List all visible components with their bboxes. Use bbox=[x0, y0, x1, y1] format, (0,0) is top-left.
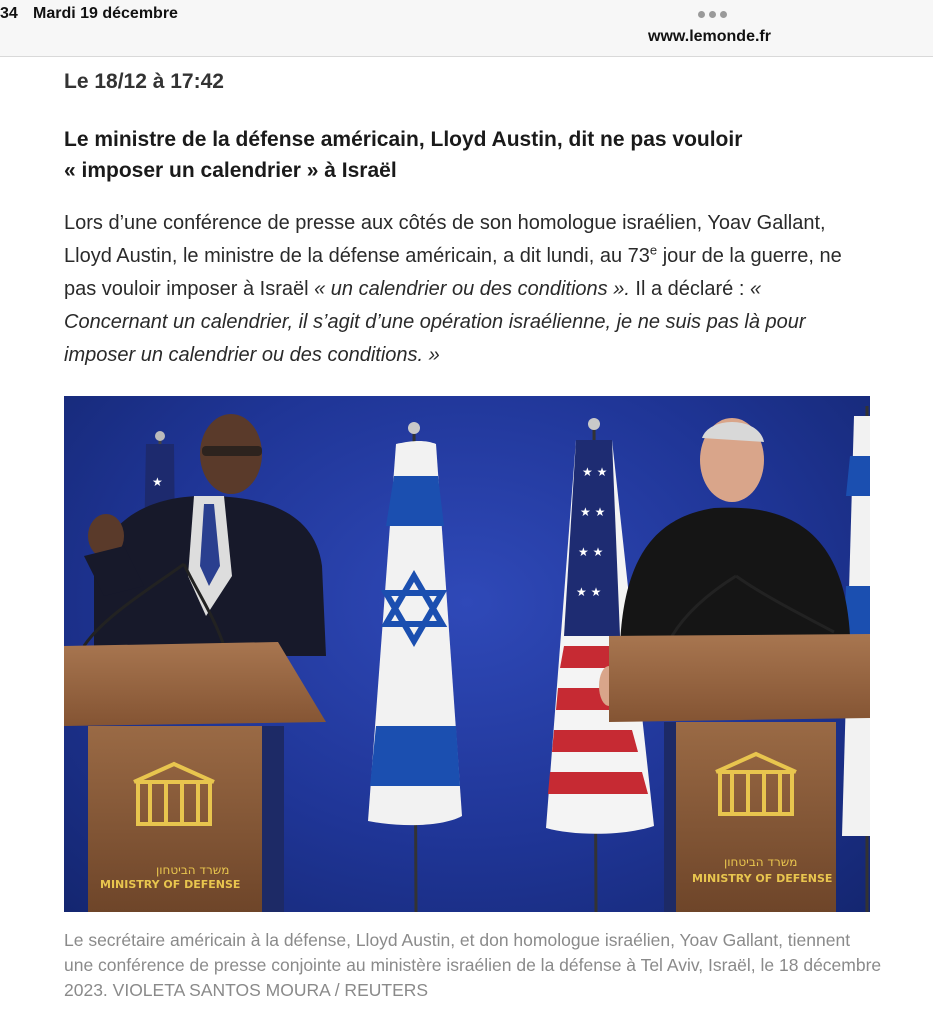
body-part-2: jour de la guerre, ne pas vouloir imposer à Israël bbox=[64, 245, 842, 300]
center-israel-flag bbox=[368, 422, 462, 912]
body-quote-1: « un calendrier ou des conditions ». bbox=[314, 278, 630, 300]
photo-caption: Le secrétaire américain à la défense, Lloyd Austin, et don homologue israélien, Yoav Gallant, tiennent une conférence de presse conjointe au ministère israélien de la défense à Tel Aviv, Israël, le 18 décembre 2023. VIOLETA SANTOS MOURA / REUTERS bbox=[64, 930, 882, 1000]
ordinal-suffix: e bbox=[649, 242, 658, 258]
left-podium-label: MINISTRY OF DEFENSE bbox=[100, 878, 241, 891]
left-podium bbox=[64, 642, 326, 912]
right-podium-label: MINISTRY OF DEFENSE bbox=[692, 872, 833, 885]
body-part-1: Lors d’une conférence de presse aux côtés de son homologue israélien, Yoav Gallant, Lloyd Austin, le ministre de la défense américain, a dit lundi, au 73 bbox=[64, 212, 826, 267]
headline-line-2: « imposer un calendrier » à Israël bbox=[64, 159, 397, 182]
status-bar bbox=[0, 0, 933, 57]
svg-text:★ ★: ★ ★ bbox=[576, 585, 602, 599]
more-dots-icon[interactable] bbox=[698, 9, 732, 19]
status-date: Mardi 19 décembre bbox=[33, 5, 178, 22]
headline bbox=[64, 124, 824, 186]
photo-illustration bbox=[64, 396, 870, 912]
press-conference-photo bbox=[64, 396, 870, 912]
svg-text:★: ★ bbox=[152, 475, 163, 489]
svg-text:★ ★: ★ ★ bbox=[578, 545, 604, 559]
status-time: 34 bbox=[0, 5, 18, 22]
url-bar[interactable]: www.lemonde.fr bbox=[648, 28, 771, 45]
svg-text:★ ★: ★ ★ bbox=[580, 505, 606, 519]
right-podium-hebrew: משרד הביטחון bbox=[724, 855, 798, 869]
headline-line-1: Le ministre de la défense américain, Lloyd Austin, dit ne pas vouloir bbox=[64, 128, 743, 151]
article-body bbox=[64, 207, 864, 372]
left-speaker bbox=[84, 414, 326, 656]
left-podium-hebrew: משרד הביטחון bbox=[156, 863, 230, 877]
svg-text:★ ★: ★ ★ bbox=[582, 465, 608, 479]
post-timestamp: Le 18/12 à 17:42 bbox=[64, 70, 224, 93]
body-quote-2: « Concernant un calendrier, il s’agit d’une opération israélienne, je ne suis pas là pour imposer un calendrier ou des conditions. » bbox=[64, 278, 806, 366]
body-part-3: Il a déclaré : bbox=[629, 278, 750, 300]
